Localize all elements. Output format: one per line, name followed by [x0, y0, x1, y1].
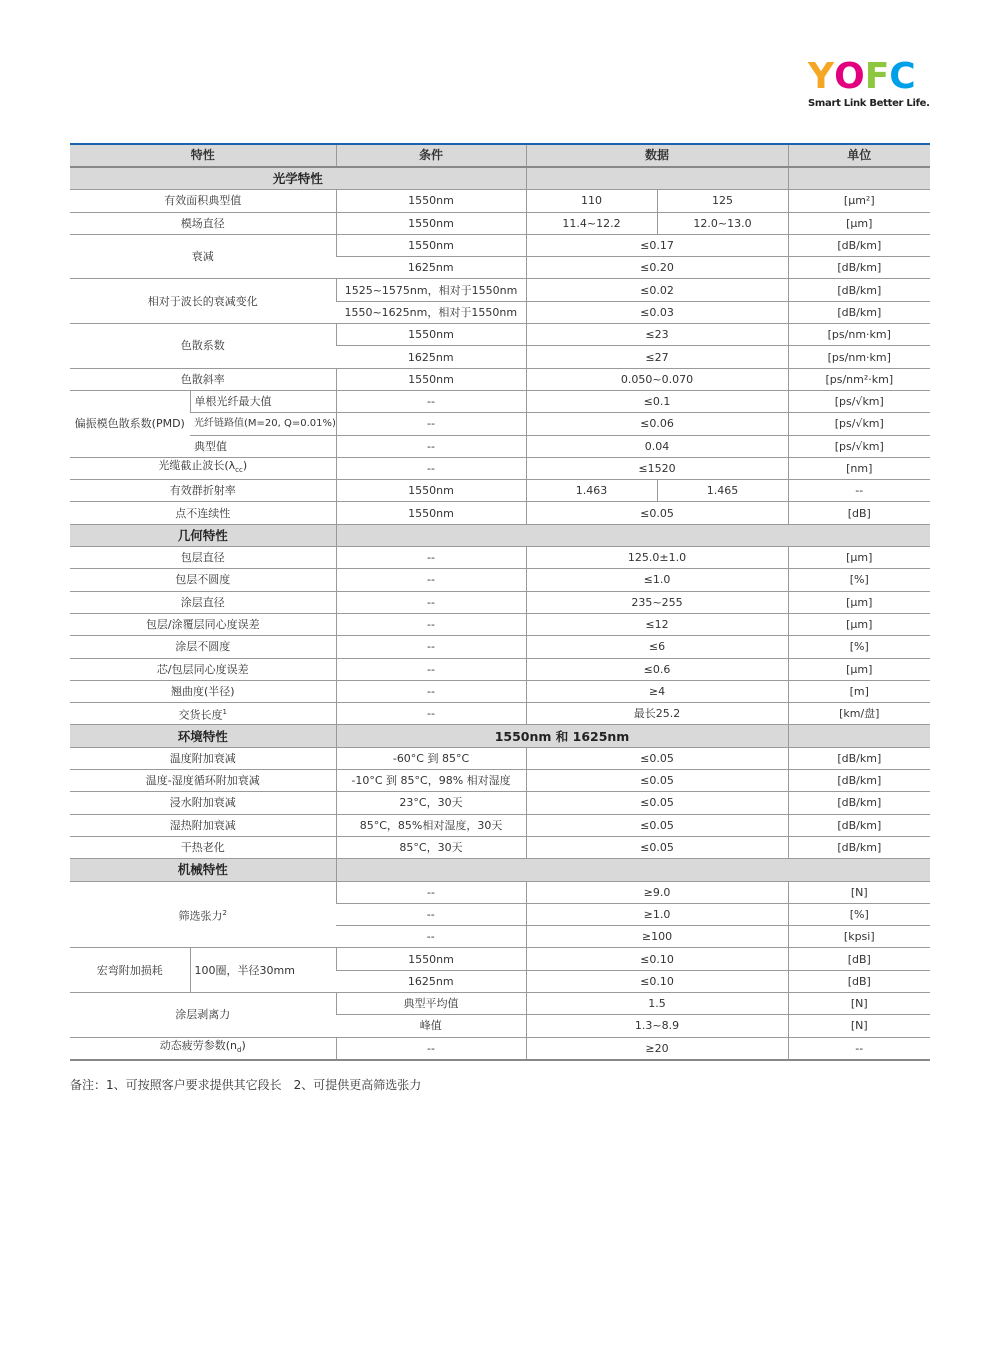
- table-row: 动态疲劳参数$(n_d)$ -- ≥20 --: [70, 1037, 930, 1060]
- table-row: 温度-湿度循环附加衰减 -10°C 到 85°C，98% 相对湿度 ≤0.05 [dB/km]: [70, 770, 930, 792]
- spec-table: [70, 143, 930, 1061]
- logo-letter-c: C: [889, 56, 915, 97]
- section-title: 环境特性: [70, 725, 336, 747]
- section-environment: [70, 725, 930, 747]
- table-row: 包层直径 -- 125.0±1.0 [μm]: [70, 547, 930, 569]
- table-header-row: [70, 144, 930, 167]
- table-row: 翘曲度(半径) -- ≥4 [m]: [70, 680, 930, 702]
- table-row: 偏振模色散系数(PMD) 单根光纤最大值 -- ≤0.1 [ps/√km]: [70, 390, 930, 412]
- table-row: 干热老化 85°C，30天 ≤0.05 [dB/km]: [70, 836, 930, 858]
- section-title: 光学特性: [70, 167, 526, 190]
- table-row: 衰减 1550nm ≤0.17 [dB/km]: [70, 234, 930, 256]
- table-row: 模场直径 1550nm 11.4~12.2 12.0~13.0 [μm]: [70, 212, 930, 234]
- header-data: 数据: [526, 144, 788, 167]
- table-row: 色散斜率 1550nm 0.050~0.070 [ps/nm²·km]: [70, 368, 930, 390]
- table-row: 涂层直径 -- 235~255 [μm]: [70, 591, 930, 613]
- table-row: 典型值 -- 0.04 [ps/√km]: [70, 435, 930, 457]
- table-row: 相对于波长的衰减变化 1525~1575nm，相对于1550nm ≤0.02 [dB/km]: [70, 279, 930, 301]
- table-row: -- ≥1.0 [%]: [70, 903, 930, 925]
- header-property: 特性: [70, 144, 336, 167]
- section-subtitle: 1550nm 和 1625nm: [336, 725, 788, 747]
- table-row: 有效群折射率 1550nm 1.463 1.465 --: [70, 480, 930, 502]
- table-row: 宏弯附加损耗 100圈，半径30mm 1550nm ≤0.10 [dB]: [70, 948, 930, 970]
- section-geometry: [70, 524, 930, 546]
- logo-tagline: Smart Link Better Life.: [808, 98, 930, 109]
- table-row: 温度附加衰减 -60°C 到 85°C ≤0.05 [dB/km]: [70, 747, 930, 769]
- table-row: 交货长度$^1$ -- 最长25.2 [km/盘]: [70, 703, 930, 725]
- table-row: 点不连续性 1550nm ≤0.05 [dB]: [70, 502, 930, 524]
- yofc-logo: [808, 58, 932, 114]
- table-row: 包层不圆度 -- ≤1.0 [%]: [70, 569, 930, 591]
- table-row: 涂层不圆度 -- ≤6 [%]: [70, 636, 930, 658]
- table-row: 峰值 1.3~8.9 [N]: [70, 1015, 930, 1037]
- table-row: 色散系数 1550nm ≤23 [ps/nm·km]: [70, 324, 930, 346]
- table-row: 1550~1625nm，相对于1550nm ≤0.03 [dB/km]: [70, 301, 930, 323]
- table-row: 浸水附加衰减 23°C，30天 ≤0.05 [dB/km]: [70, 792, 930, 814]
- table-row: 1625nm ≤0.10 [dB]: [70, 970, 930, 992]
- table-row: 1625nm ≤0.20 [dB/km]: [70, 257, 930, 279]
- table-row: 涂层剥离力 典型平均值 1.5 [N]: [70, 992, 930, 1014]
- section-title: 机械特性: [70, 859, 336, 881]
- table-row: 有效面积典型值 1550nm 110 125 [μm²]: [70, 190, 930, 212]
- header-condition: 条件: [336, 144, 526, 167]
- table-row: 芯/包层同心度误差 -- ≤0.6 [μm]: [70, 658, 930, 680]
- table-row: 1625nm ≤27 [ps/nm·km]: [70, 346, 930, 368]
- table-row: -- ≥100 [kpsi]: [70, 926, 930, 948]
- logo-wordmark: [808, 58, 932, 96]
- logo-letter-f: F: [864, 56, 889, 97]
- section-optical: [70, 167, 930, 190]
- table-row: 光缆截止波长$(\lambda_{cc})$ -- ≤1520 [nm]: [70, 457, 930, 479]
- section-title: 几何特性: [70, 524, 336, 546]
- table-row: 湿热附加衰减 85°C，85%相对湿度，30天 ≤0.05 [dB/km]: [70, 814, 930, 836]
- logo-letter-y: Y: [808, 56, 834, 97]
- section-mechanical: [70, 859, 930, 881]
- logo-letter-o: O: [834, 56, 864, 97]
- footnote: 备注：1、可按照客户要求提供其它段长 2、可提供更高筛选张力: [70, 1078, 422, 1092]
- table-row: 包层/涂覆层同心度误差 -- ≤12 [μm]: [70, 613, 930, 635]
- header-unit: 单位: [788, 144, 930, 167]
- table-row: 光纤链路值(M=20, Q=0.01%) -- ≤0.06 [ps/√km]: [70, 413, 930, 435]
- table-row: 筛选张力$^2$ -- ≥9.0 [N]: [70, 881, 930, 903]
